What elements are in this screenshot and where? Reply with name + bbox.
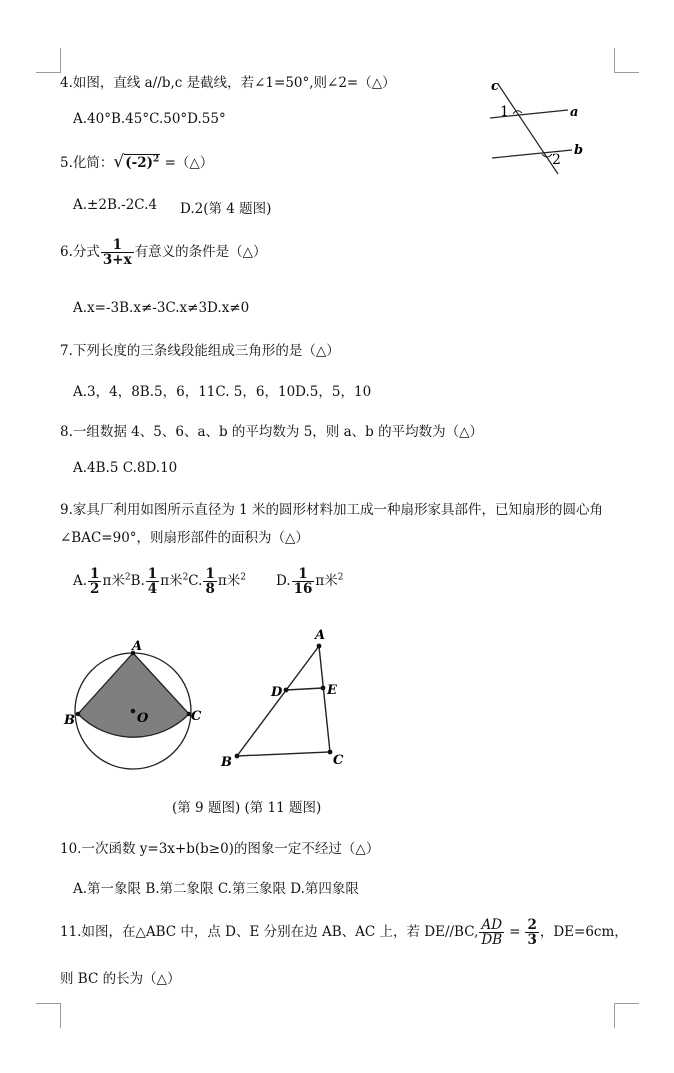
q11-prefix: 11.如图，在△ABC 中，点 D、E 分别在边 AB、AC 上，若 DE//BC, — [60, 924, 479, 941]
label-c: c — [491, 79, 499, 94]
q10-stem: 10.一次函数 y=3x+b(b≥0)的图象一定不经过（△） — [60, 841, 380, 857]
q7-stem: 7.下列长度的三条线段能组成三角形的是（△） — [60, 343, 340, 359]
q10-options: A.第一象限 B.第二象限 C.第三象限 D.第四象限 — [73, 881, 359, 897]
corner-mark-bottom-left — [36, 1003, 61, 1028]
figure-caption: (第 9 题图) (第 11 题图) — [172, 800, 322, 816]
point-C — [328, 750, 333, 755]
label-C: C — [191, 709, 202, 724]
q6-suffix: 有意义的条件是（△） — [134, 244, 267, 261]
q11-figure-triangle — [215, 624, 355, 774]
q9-opt-b-fraction: $\frac{1}{4}$ — [147, 566, 158, 598]
label-B: B — [221, 755, 232, 770]
label-C: C — [333, 753, 344, 768]
q5-exponent: 2 — [153, 154, 160, 165]
q11-equals: = — [509, 924, 521, 941]
q7-options: A.3，4，8B.5，6，11C. 5，6，10D.5，5，10 — [73, 384, 372, 400]
q5-radicand: $(-2)^2$ — [125, 154, 160, 171]
q9-opt-c-fraction: $\frac{1}{8}$ — [205, 566, 215, 598]
q5-option-d: D.2(第 4 题图) — [180, 201, 272, 217]
q5-options: A.±2B.-2C.4 — [73, 197, 158, 213]
corner-mark-top-left — [36, 48, 61, 73]
point-B — [235, 754, 240, 759]
q5-stem — [60, 151, 213, 172]
label-E: E — [327, 683, 337, 698]
q11-ratio-fraction: $\frac{AD}{DB}$ — [481, 917, 503, 949]
q9-figure-circle-sector — [60, 636, 210, 776]
label-A: A — [315, 628, 326, 643]
q4-stem: 4.如图，直线 a//b,c 是截线，若∠1=50°,则∠2=（△） — [60, 75, 396, 91]
line-c — [498, 84, 558, 174]
q11-value-fraction: $\frac{2}{3}$ — [527, 917, 537, 949]
q11-suffix: ，DE=6cm， — [539, 924, 628, 941]
sqrt-symbol: √ — [113, 152, 125, 172]
q4-options: A.40°B.45°C.50°D.55° — [73, 111, 226, 127]
q6-prefix: 6.分式 — [60, 244, 100, 261]
sector — [78, 653, 189, 737]
q8-stem: 8.一组数据 4、5、6、a、b 的平均数为 5，则 a、b 的平均数为（△） — [60, 424, 483, 440]
point-D — [284, 688, 289, 693]
q9-opt-d-fraction: $\frac{1}{16}$ — [293, 566, 313, 598]
q4-figure-parallel-lines — [480, 70, 590, 180]
label-O: O — [137, 711, 149, 726]
corner-mark-bottom-right — [614, 1003, 639, 1028]
point-E — [321, 686, 326, 691]
label-A: A — [132, 639, 143, 654]
q9-options: A. $\frac{1}{2}$ π米$^2$B. $\frac{1}{4}$ π米$^2$C. $\frac{1}{8}$ π米$^2$ D. $\frac{1}{16}$ π米$^2$ — [73, 566, 344, 598]
point-A — [317, 644, 322, 649]
q11-stem-line2: 则 BC 的长为（△） — [60, 971, 181, 987]
segment-DE — [286, 688, 323, 690]
q9-stem-line2: ∠BAC=90°，则扇形部件的面积为（△） — [60, 530, 309, 546]
q6-stem — [60, 238, 267, 267]
q5-suffix: =（△） — [160, 155, 214, 171]
q9-opt-a-fraction: $\frac{1}{2}$ — [90, 566, 100, 598]
label-angle-1: 1 — [500, 104, 509, 120]
q5-prefix: 5.化简： — [60, 155, 114, 171]
point-B — [76, 712, 81, 717]
corner-mark-top-right — [614, 48, 639, 73]
q9-stem-line1: 9.家具厂利用如图所示直径为 1 米的圆形材料加工成一种扇形家具部件，已知扇形的圆心角 — [60, 502, 604, 518]
triangle-ABC — [237, 646, 330, 756]
q6-options: A.x=-3B.x≠-3C.x≠3D.x≠0 — [73, 300, 250, 316]
q6-fraction: $\frac{1}{3+x}$ — [102, 237, 132, 269]
angle-2-arc — [542, 154, 552, 157]
label-a: a — [570, 105, 579, 120]
label-b: b — [574, 143, 584, 158]
label-D: D — [271, 685, 283, 700]
q11-stem — [60, 918, 628, 947]
q8-options: A.4B.5 C.8D.10 — [73, 460, 178, 476]
label-angle-2: 2 — [552, 152, 561, 168]
label-B: B — [64, 713, 75, 728]
point-O — [131, 709, 136, 714]
